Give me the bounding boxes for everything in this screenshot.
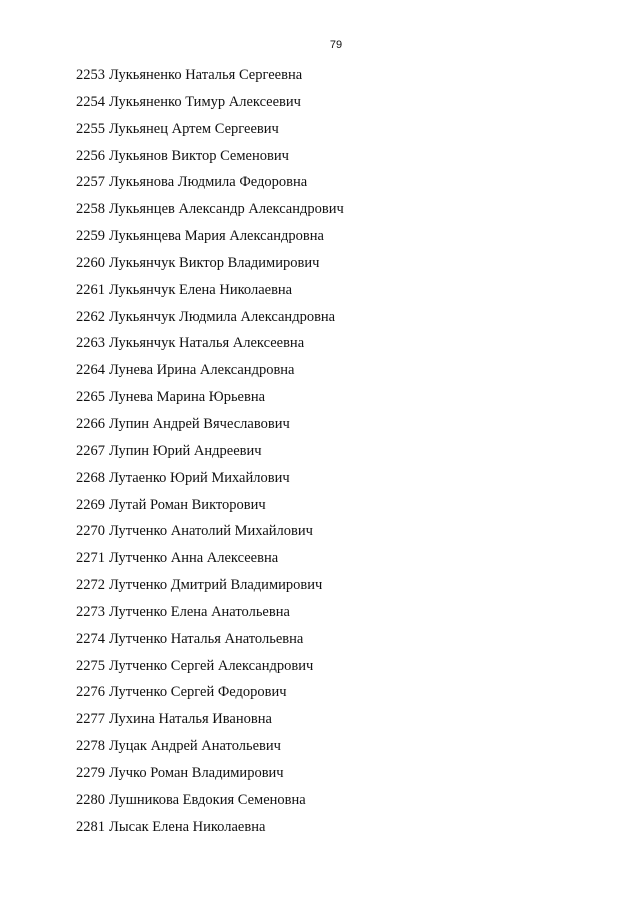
list-item	[76, 64, 344, 91]
entry-number: 2268	[76, 469, 105, 486]
entry-name: Лукьянец Артем Сергеевич	[109, 120, 279, 137]
entry-name: Лухина Наталья Ивановна	[109, 711, 272, 728]
entry-name: Лутченко Сергей Александрович	[109, 657, 314, 674]
list-item	[76, 332, 344, 359]
list-item	[76, 118, 344, 145]
entry-name: Лукьянчук Елена Николаевна	[109, 281, 293, 298]
entry-name: Лутченко Дмитрий Владимирович	[109, 577, 323, 594]
entry-name: Лупин Андрей Вячеславович	[109, 415, 290, 432]
entry-name: Лукьяненко Тимур Алексеевич	[109, 93, 301, 110]
entry-name: Лушникова Евдокия Семеновна	[109, 791, 306, 808]
entry-name: Лукьянчук Людмила Александровна	[109, 308, 336, 325]
entry-name: Лупин Юрий Андреевич	[109, 442, 262, 459]
list-item	[76, 655, 344, 682]
list-item	[76, 708, 344, 735]
list-item	[76, 91, 344, 118]
entry-number: 2257	[76, 174, 105, 191]
entry-number: 2258	[76, 201, 105, 218]
entry-number: 2253	[76, 67, 105, 83]
entry-number: 2266	[76, 415, 105, 432]
entry-name: Лутченко Анатолий Михайлович	[109, 523, 313, 540]
list-item	[76, 413, 344, 440]
list-item	[76, 440, 344, 467]
list-item	[76, 225, 344, 252]
entry-name: Лукьянова Людмила Федоровна	[109, 174, 308, 191]
list-item	[76, 574, 344, 601]
list-item	[76, 601, 344, 628]
list-item	[76, 279, 344, 306]
list-item	[76, 520, 344, 547]
entry-name: Лукьянцев Александр Александрович	[109, 201, 344, 218]
entry-name: Лутченко Анна Алексеевна	[109, 550, 279, 567]
entry-number: 2273	[76, 603, 105, 620]
list-item	[76, 628, 344, 655]
list-item	[76, 494, 344, 521]
entry-name: Лукьянчук Виктор Владимирович	[109, 254, 320, 271]
entry-name: Лукьянов Виктор Семенович	[109, 147, 289, 164]
page-number: 79	[329, 39, 343, 51]
entry-number: 2274	[76, 630, 105, 647]
entry-number: 2261	[76, 281, 105, 298]
entry-name: Лутай Роман Викторович	[109, 496, 266, 513]
list-item	[76, 789, 344, 816]
entry-name: Лукьянчук Наталья Алексеевна	[109, 335, 305, 352]
entry-number: 2260	[76, 254, 105, 271]
entry-number: 2276	[76, 684, 105, 701]
entry-number: 2254	[76, 93, 105, 110]
list-item	[76, 735, 344, 762]
list-item	[76, 386, 344, 413]
entry-number: 2272	[76, 577, 105, 594]
entry-number: 2281	[76, 818, 105, 835]
entry-number: 2255	[76, 120, 105, 137]
entry-number: 2278	[76, 738, 105, 755]
list-item	[76, 171, 344, 198]
entry-number: 2275	[76, 657, 105, 674]
list-item	[76, 359, 344, 386]
entry-number: 2277	[76, 711, 105, 728]
entry-number: 2271	[76, 550, 105, 567]
entry-number: 2259	[76, 228, 105, 245]
entry-number: 2265	[76, 389, 105, 406]
entry-name: Лутченко Елена Анатольевна	[109, 603, 290, 620]
entry-number: 2256	[76, 147, 105, 164]
entry-name: Лунева Ирина Александровна	[109, 362, 295, 379]
entry-name: Лукьяненко Наталья Сергеевна	[109, 67, 303, 83]
entry-number: 2269	[76, 496, 105, 513]
entry-name: Лутченко Наталья Анатольевна	[109, 630, 304, 647]
list-item	[76, 681, 344, 708]
list-item	[76, 467, 344, 494]
entry-number: 2263	[76, 335, 105, 352]
entry-name: Лысак Елена Николаевна	[109, 818, 266, 835]
list-item	[76, 198, 344, 225]
entry-name: Лутченко Сергей Федорович	[109, 684, 287, 701]
list-item	[76, 547, 344, 574]
entry-name: Лукьянцева Мария Александровна	[109, 228, 324, 245]
entry-name: Лучко Роман Владимирович	[109, 764, 284, 781]
list-item	[76, 252, 344, 279]
list-item	[76, 762, 344, 789]
entry-number: 2280	[76, 791, 105, 808]
name-list	[76, 64, 344, 842]
entry-number: 2279	[76, 764, 105, 781]
list-item	[76, 306, 344, 333]
entry-number: 2270	[76, 523, 105, 540]
entry-name: Лунева Марина Юрьевна	[109, 389, 266, 406]
entry-number: 2264	[76, 362, 105, 379]
entry-number: 2262	[76, 308, 105, 325]
entry-name: Луцак Андрей Анатольевич	[109, 738, 281, 755]
entry-number: 2267	[76, 442, 105, 459]
list-item	[76, 145, 344, 172]
list-item	[76, 816, 344, 843]
entry-name: Лутаенко Юрий Михайлович	[109, 469, 290, 486]
